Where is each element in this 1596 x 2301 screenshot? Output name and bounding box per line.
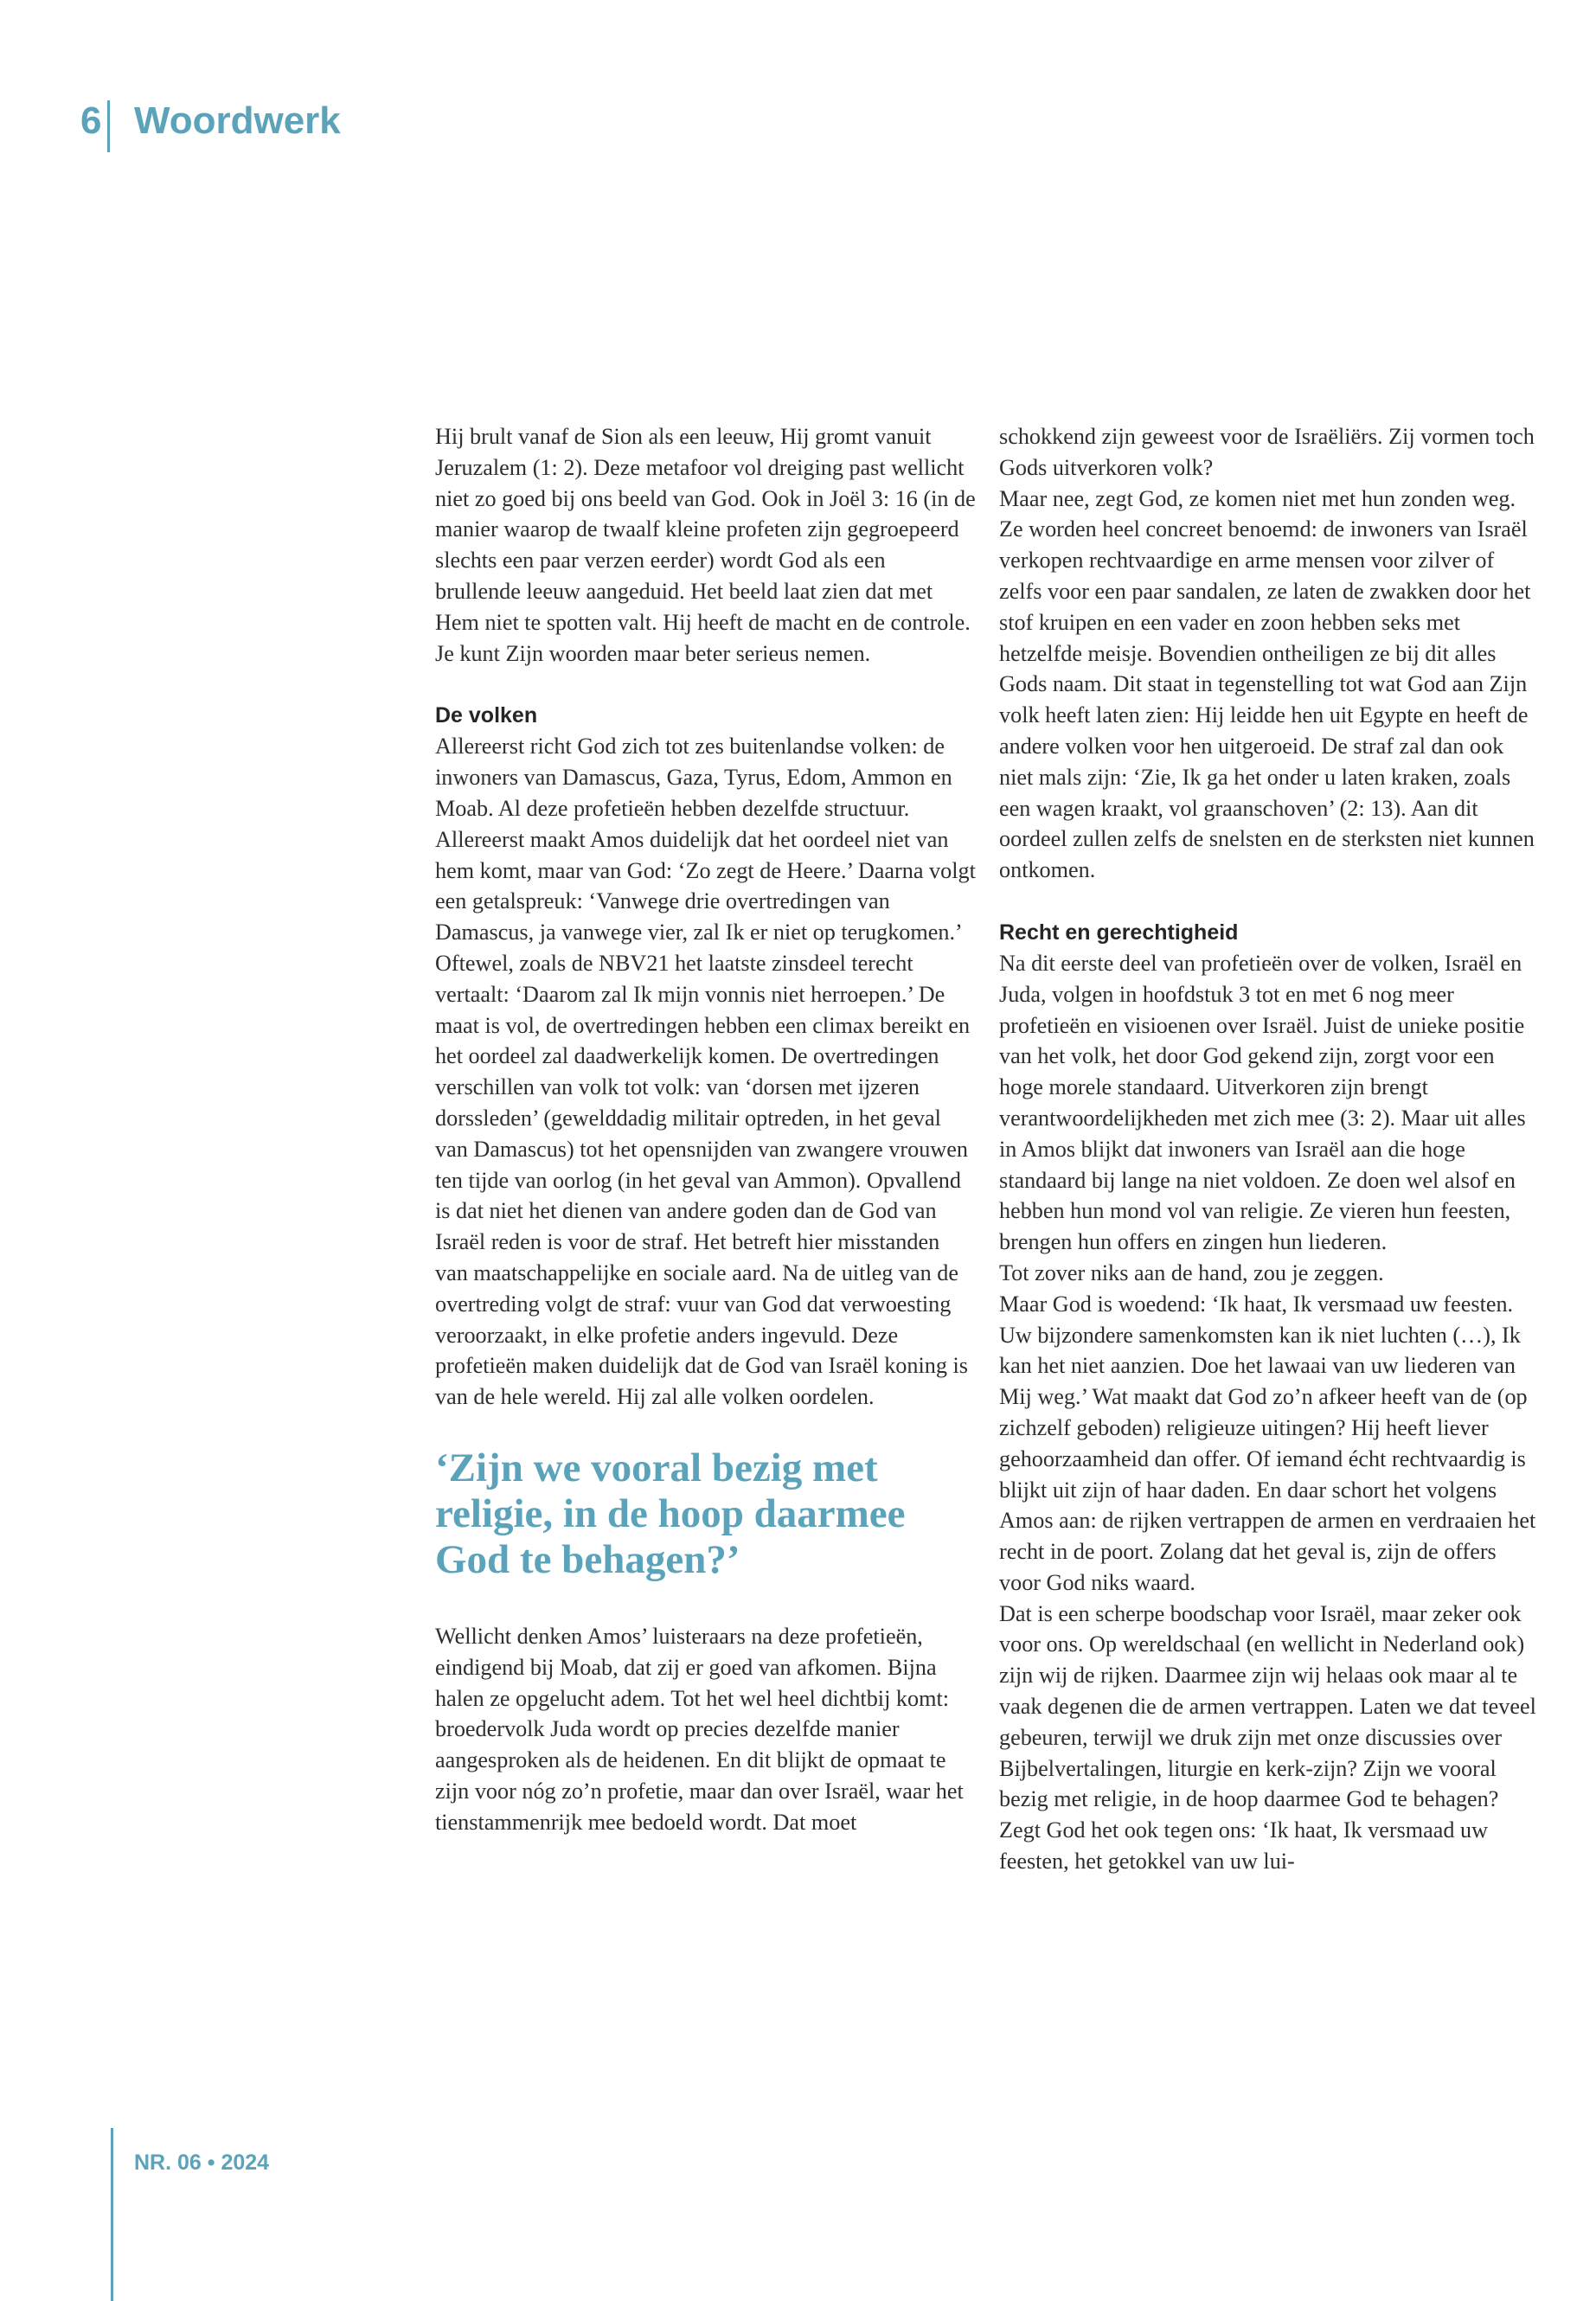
- footer-divider: [111, 2128, 113, 2301]
- section-title: Woordwerk: [134, 99, 341, 142]
- page-number: 6: [80, 99, 102, 142]
- paragraph-scherpe-boodschap: Dat is een scherpe boodschap voor Israël, maar zeker ook voor ons. Op wereldschaal (en wellicht in Nederland ook) zijn wij de rijken. Daarmee zijn wij helaas ook maar al te vaak degenen die de armen vertrappen. Laten we dat teveel gebeuren, terwijl we druk zijn met onze discussies over Bijbelvertalingen, liturgie en kerk-zijn? Zijn we vooral bezig met religie, in de hoop daarmee God te behagen? Zegt God het ook tegen ons: ‘Ik haat, Ik versmaad uw feesten, het getokkel van uw lui-: [999, 1600, 1536, 1875]
- volken-paragraph: Allereerst richt God zich tot zes buitenlandse volken: de inwoners van Damascus, Gaza, Tyrus, Edom, Ammon en Moab. Al deze profetieën hebben dezelfde structuur. Allereerst maakt Amos duidelijk dat het oordeel niet van hem komt, maar van God: ‘Zo zegt de Heere.’ Daarna volgt een getalspreuk: ‘Vanwege drie overtredingen van Damascus, ja vanwege vier, zal Ik er niet op terugkomen.’ Oftewel, zoals de NBV21 het laatste zinsdeel terecht vertaalt: ‘Daarom zal Ik mijn vonnis niet herroepen.’ De maat is vol, de overtredingen hebben een climax bereikt en het oordeel zal daadwerkelijk komen. De overtredingen verschillen van volk tot volk: van ‘dorsen met ijzeren dorssleden’ (gewelddadig militair optreden, in het geval van Damascus) tot het opensnijden van zwangere vrouwen ten tijde van oorlog (in het geval van Ammon). Opvallend is dat niet het dienen van andere goden dan de God van Israël reden is voor de straf. Het betreft hier misstanden van maatschappelijke en sociale aard. Na de uitleg van de overtreding volgt de straf: vuur van God dat verwoesting veroorzaakt, in elke profetie anders ingevuld. Deze profetieën maken duidelijk dat de God van Israël koning is van de hele wereld. Hij zal alle volken oordelen.: [435, 734, 976, 1410]
- issue-label: NR. 06 • 2024: [134, 2150, 270, 2175]
- heading-recht-en-gerechtigheid: Recht en gerechtigheid: [999, 920, 1239, 945]
- paragraph-woedend: Maar God is woedend: ‘Ik haat, Ik versmaad uw feesten. Uw bijzondere samenkomsten kan ik niet luchten (…), Ik kan het niet aanzien. Doe het lawaai van uw liederen van Mij weg.’ Wat maakt dat God zo’n afkeer heeft van de (op zichzelf geboden) religieuze uitingen? Hij heeft liever gehoorzaamheid dan offer. Of iemand écht rechtvaardig is blijkt uit zijn of haar daden. En daar schort het volgens Amos aan: de rijken vertrappen de armen en verdraaien het recht in de poort. Zolang dat het geval is, zijn de offers voor God niks waard.: [999, 1291, 1536, 1595]
- intro-paragraph: Hij brult vanaf de Sion als een leeuw, Hij gromt vanuit Jeruzalem (1: 2). Deze metafoor vol dreiging past wellicht niet zo goed bij ons beeld van God. Ook in Joël 3: 16 (in de manier waarop de twaalf kleine profeten zijn gegroepeerd slechts een paar verzen eerder) wordt God als een brullende leeuw aangeduid. Het beeld laat zien dat met Hem niet te spotten valt. Hij heeft de macht en de controle. Je kunt Zijn woorden maar beter serieus nemen.: [435, 424, 976, 666]
- after-quote-paragraph: Wellicht denken Amos’ luisteraars na deze profetieën, eindigend bij Moab, dat zij er goed van afkomen. Bijna halen ze opgelucht adem. Tot het wel heel dichtbij komt: broedervolk Juda wordt op precies dezelfde manier aangesproken als de heidenen. En dit blijkt de opmaat te zijn voor nóg zo’n profetie, maar dan over Israël, waar het tienstammenrijk mee bedoeld wordt. Dat moet: [435, 1623, 964, 1835]
- article-column-left: [435, 421, 976, 1837]
- article-column-right: [999, 421, 1540, 1877]
- heading-de-volken: De volken: [435, 703, 538, 728]
- paragraph-tot-zover: Tot zover niks aan de hand, zou je zeggen.: [999, 1259, 1384, 1285]
- header-divider: [107, 100, 110, 152]
- pull-quote: ‘Zijn we vooral bezig met religie, in de hoop daarmee God te behagen?’: [435, 1445, 906, 1582]
- paragraph-continued: schokkend zijn geweest voor de Israëliërs. Zij vormen toch Gods uitverkoren volk?: [999, 424, 1535, 480]
- paragraph-na-dit: Na dit eerste deel van profetieën over de volken, Israël en Juda, volgen in hoofdstuk 3 tot en met 6 nog meer profetieën en visioenen over Israël. Juist de unieke positie van het volk, het door God gekend zijn, zorgt voor een hoge morele standaard. Uitverkoren zijn brengt verantwoordelijkheden met zich mee (3: 2). Maar uit alles in Amos blijkt dat inwoners van Israël aan die hoge standaard bij lange na niet voldoen. Ze doen wel alsof en hebben hun mond vol van religie. Ze vieren hun feesten, brengen hun offers en zingen hun liederen.: [999, 950, 1526, 1255]
- paragraph-maar-nee: Maar nee, zegt God, ze komen niet met hun zonden weg. Ze worden heel concreet benoemd: de inwoners van Israël verkopen rechtvaardige en arme mensen voor zilver of zelfs voor een paar sandalen, ze laten de zwakken door het stof kruipen en een vader en zoon hebben seks met hetzelfde meisje. Bovendien ontheiligen ze bij dit alles Gods naam. Dit staat in tegenstelling tot wat God aan Zijn volk heeft laten zien: Hij leidde hen uit Egypte en heeft de andere volken voor hen uitgeroeid. De straf zal dan ook niet mals zijn: ‘Zie, Ik ga het onder u laten kraken, zoals een wagen kraakt, vol graanschoven’ (2: 13). Aan dit oordeel zullen zelfs de snelsten en de sterksten niet kunnen ontkomen.: [999, 485, 1535, 883]
